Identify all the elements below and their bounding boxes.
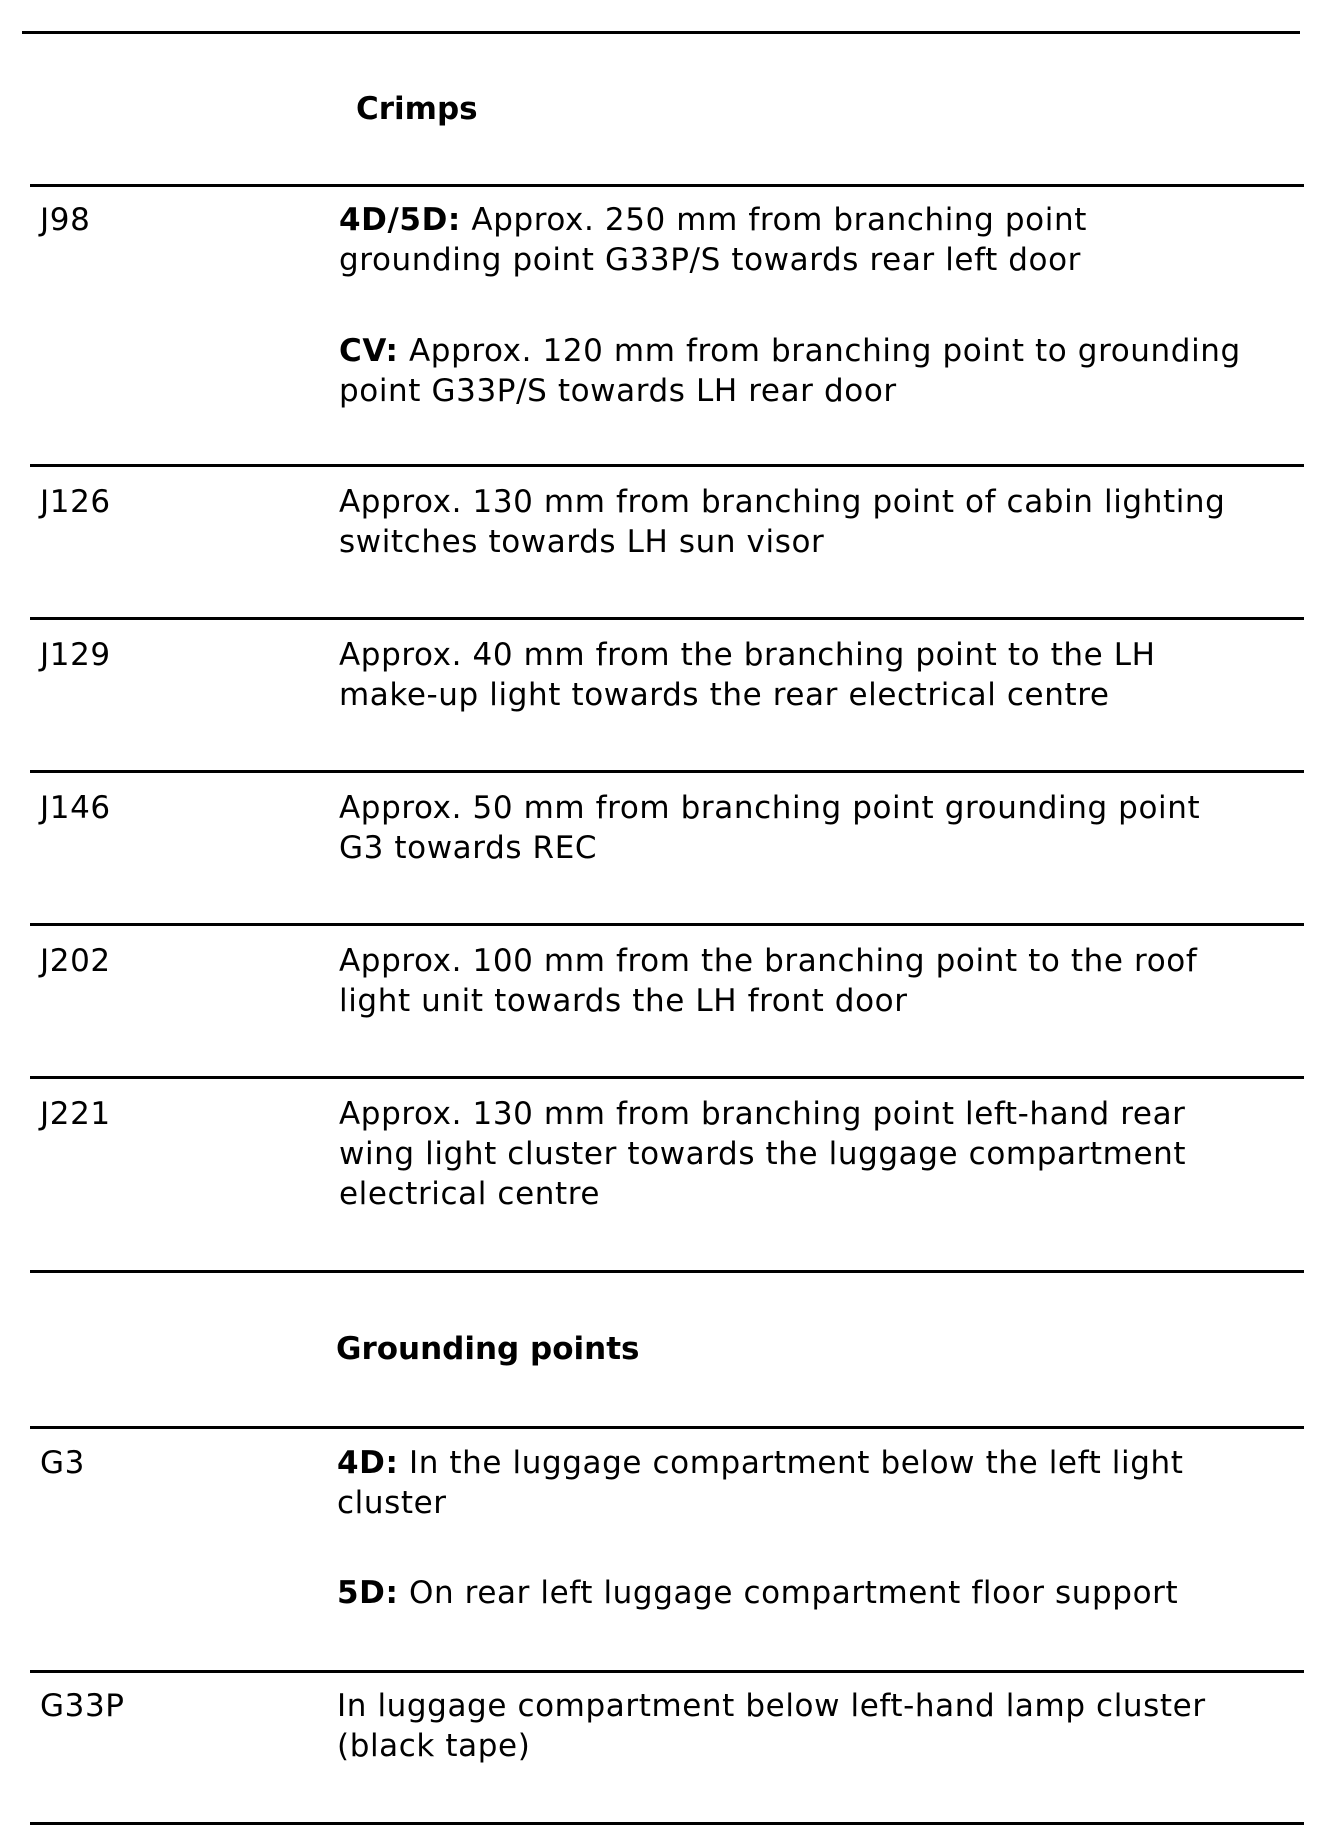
row-id: J202 <box>40 943 111 979</box>
row-id: J129 <box>40 637 111 673</box>
variant-label: 4D: <box>337 1445 399 1481</box>
row-description-line: In luggage compartment below left-hand lamp cluster <box>337 1688 1206 1724</box>
row-description-line: G3 towards REC <box>339 830 598 866</box>
row-divider <box>30 770 1304 773</box>
row-description-line: Approx. 100 mm from the branching point to the roof <box>339 943 1198 979</box>
row-description-line: 4D/5D: Approx. 250 mm from branching point <box>339 202 1087 238</box>
row-divider <box>30 464 1304 467</box>
row-description-line: grounding point G33P/S towards rear left door <box>339 242 1082 278</box>
table-bottom-rule <box>30 1822 1304 1825</box>
row-description-line: CV: Approx. 120 mm from branching point to grounding <box>339 333 1241 369</box>
section-heading-grounding-points: Grounding points <box>336 1331 640 1367</box>
row-divider <box>30 617 1304 620</box>
row-description-line: Approx. 130 mm from branching point of cabin lighting <box>339 484 1226 520</box>
row-divider <box>30 1670 1304 1673</box>
row-id: J146 <box>40 790 111 826</box>
section-divider <box>30 1270 1304 1273</box>
row-divider <box>30 923 1304 926</box>
row-id: J221 <box>40 1096 111 1132</box>
row-description-line: point G33P/S towards LH rear door <box>339 373 897 409</box>
variant-label: 4D/5D: <box>339 202 461 238</box>
row-id: J98 <box>40 202 91 238</box>
row-id: J126 <box>40 484 111 520</box>
row-id: G33P <box>40 1688 125 1724</box>
row-description-line: cluster <box>337 1485 447 1521</box>
row-description-line: (black tape) <box>337 1728 531 1764</box>
row-description-line: electrical centre <box>339 1176 601 1212</box>
row-divider <box>30 1076 1304 1079</box>
row-description-line: Approx. 130 mm from branching point left-hand rear <box>339 1096 1186 1132</box>
row-description-line: switches towards LH sun visor <box>339 524 825 560</box>
row-description-line: Approx. 40 mm from the branching point to the LH <box>339 637 1156 673</box>
row-divider <box>30 1426 1304 1429</box>
variant-label: 5D: <box>337 1575 399 1611</box>
row-description-line: 5D: On rear left luggage compartment floor support <box>337 1575 1179 1611</box>
row-description-line: wing light cluster towards the luggage compartment <box>339 1136 1187 1172</box>
row-divider <box>30 184 1304 187</box>
section-heading-crimps: Crimps <box>356 91 478 127</box>
table-top-rule <box>22 31 1300 34</box>
variant-label: CV: <box>339 333 399 369</box>
row-id: G3 <box>40 1445 85 1481</box>
row-description-line: Approx. 50 mm from branching point grounding point <box>339 790 1201 826</box>
row-description-line: light unit towards the LH front door <box>339 983 908 1019</box>
row-description-line: 4D: In the luggage compartment below the left light <box>337 1445 1184 1481</box>
row-description-line: make-up light towards the rear electrical centre <box>339 677 1110 713</box>
